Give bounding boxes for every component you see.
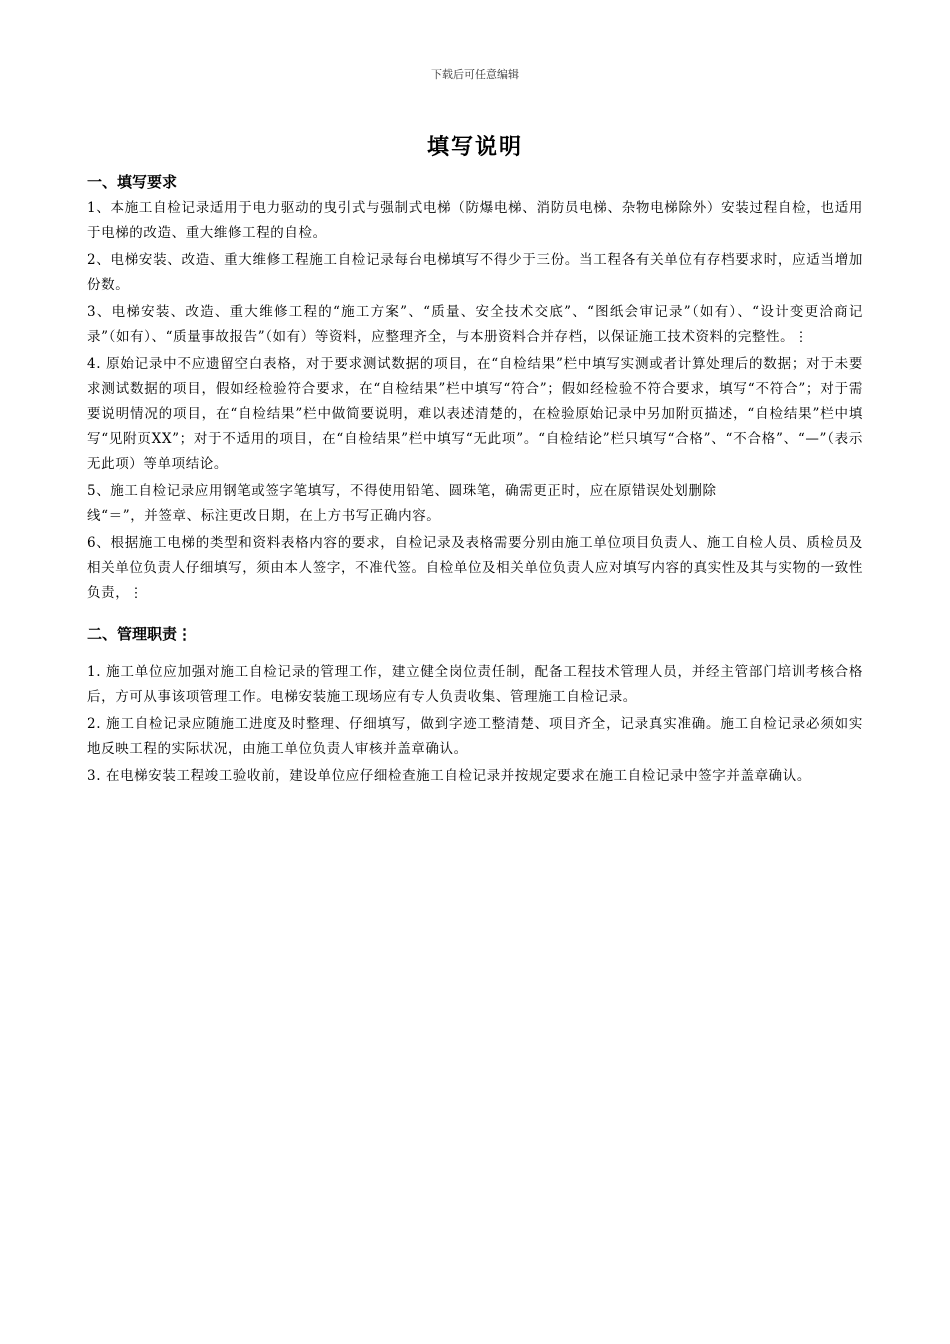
requirement-paragraph-2: 2、电梯安装、改造、重大维修工程施工自检记录每台电梯填写不得少于三份。当工程各有关单位有存档要求时，应适当增加份数。: [87, 252, 863, 293]
section-heading-responsibilities: 二、管理职责⋮: [87, 625, 193, 643]
responsibility-paragraph-3: 3. 在电梯安装工程竣工验收前，建设单位应仔细检查施工自检记录并按规定要求在施工自检记录中签字并盖章确认。: [87, 768, 811, 784]
section-heading-requirements: 一、填写要求: [87, 173, 178, 191]
header-note: 下载后可任意编辑: [431, 68, 519, 81]
requirement-paragraph-5-continued: 线“＝”，并签章、标注更改日期，在上方书写正确内容。: [87, 508, 441, 524]
requirement-paragraph-6: 6、根据施工电梯的类型和资料表格内容的要求，自检记录及表格需要分别由施工单位项目负责人、施工自检人员、质检员及相关单位负责人仔细填写，须由本人签字，不准代签。自检单位及相关单位负责人应对填写内容的真实性及其与实物的一致性负责，⋮: [87, 535, 863, 601]
responsibility-paragraph-1: 1. 施工单位应加强对施工自检记录的管理工作，建立健全岗位责任制，配备工程技术管理人员，并经主管部门培训考核合格后，方可从事该项管理工作。电梯安装施工现场应有专人负责收集、管理施工自检记录。: [87, 664, 863, 705]
requirement-paragraph-4: 4. 原始记录中不应遗留空白表格，对于要求测试数据的项目，在“自检结果”栏中填写实测或者计算处理后的数据；对于未要求测试数据的项目，假如经检验符合要求，在“自检结果”栏中填写“符合”；假如经检验不符合要求，填写“不符合”；对于需要说明情况的项目，在“自检结果”栏中做简要说明，难以表述清楚的，在检验原始记录中另加附页描述，“自检结果”栏中填写“见附页XX”；对于不适用的项目，在“自检结果”栏中填写“无此项”。“自检结论”栏只填写“合格”、“不合格”、“—”（表示无此项）等单项结论。: [87, 356, 863, 472]
responsibility-paragraph-2: 2. 施工自检记录应随施工进度及时整理、仔细填写，做到字迹工整清楚、项目齐全，记录真实准确。施工自检记录必须如实地反映工程的实际状况，由施工单位负责人审核并盖章确认。: [87, 716, 863, 757]
section-spacer: [87, 608, 863, 622]
page-title: 填写说明: [426, 134, 523, 160]
requirement-paragraph-5: 5、施工自检记录应用钢笔或签字笔填写，不得使用铅笔、圆珠笔，确需更正时，应在原错误处划删除: [87, 483, 717, 499]
requirement-paragraph-3: 3、电梯安装、改造、重大维修工程的“施工方案”、“质量、安全技术交底”、“图纸会审记录”（如有）、“设计变更洽商记录”（如有）、“质量事故报告”（如有）等资料，应整理齐全，与本册资料合并存档，以保证施工技术资料的完整性。⋮: [87, 304, 863, 345]
requirement-paragraph-1: 1、本施工自检记录适用于电力驱动的曳引式与强制式电梯（防爆电梯、消防员电梯、杂物电梯除外）安装过程自检，也适用于电梯的改造、重大维修工程的自检。: [87, 200, 863, 241]
document-body: [87, 170, 863, 791]
